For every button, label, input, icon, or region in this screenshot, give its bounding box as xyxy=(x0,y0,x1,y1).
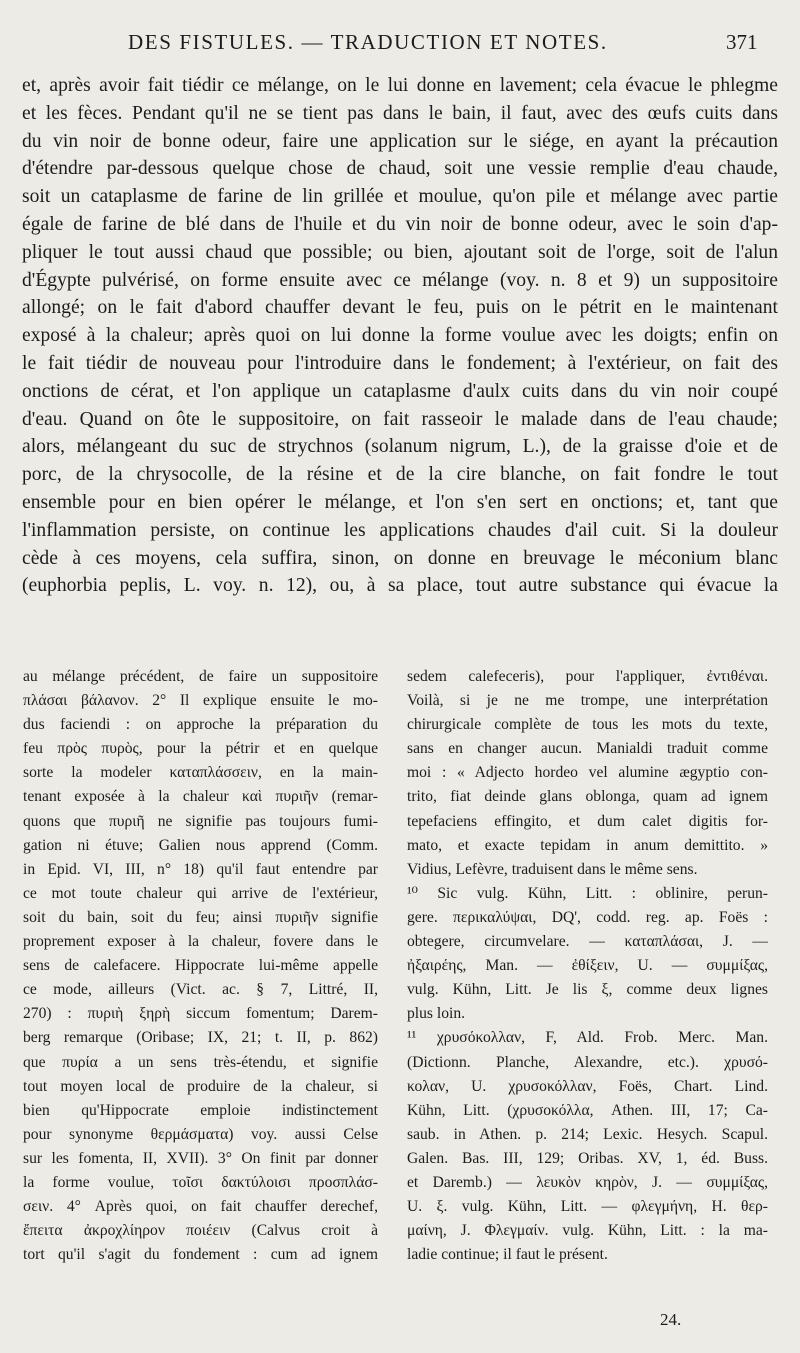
note-line: U. ξ. vulg. Kühn, Litt. — φλεγμήνη, H. θερ- xyxy=(407,1198,768,1216)
main-text-line: cède à ces moyens, cela suffira, sinon, on donne en breuvage le méconium blanc xyxy=(22,547,778,569)
note-line: 270) : πυριὴ ξηρὴ siccum fomentum; Darem- xyxy=(23,1005,378,1023)
main-text-line: d'étendre par-dessous quelque chose de chaud, soit une vessie remplie d'eau chaude, xyxy=(22,158,778,180)
note-line: tenant exposée à la chaleur καὶ πυριῆν (remar- xyxy=(23,788,378,806)
note-line: κολαν, U. χρυσοκόλλαν, Foës, Chart. Lind. xyxy=(407,1077,768,1095)
main-text-block xyxy=(22,72,778,600)
main-text-line: le fait tiédir de nouveau pour l'introduire dans le fondement; à l'extérieur, on fait des xyxy=(22,352,778,374)
note-line: tepefaciens effingito, et dum calet digitis for- xyxy=(407,812,768,830)
note-line: mato, et exacte tepidam in anum demittito. » xyxy=(407,836,768,854)
note-line: que πυρία a un sens très-étendu, et signifie xyxy=(23,1053,378,1071)
note-line: saub. in Athen. p. 214; Lexic. Hesych. Scapul. xyxy=(407,1125,768,1143)
note-line: quons que πυριῆ ne signifie pas toujours fumi- xyxy=(23,812,378,830)
note-line: πλάσαι βάλανον. 2° Il explique ensuite le mo- xyxy=(23,692,378,710)
note-line: obtegere, circumvelare. — καταπλάσαι, J. — xyxy=(407,933,768,951)
note-line: μαίνη, J. Φλεγμαίν. vulg. Kühn, Litt. : la ma- xyxy=(407,1222,768,1240)
note-line: sedem calefeceris), pour l'appliquer, ἐντιθέναι. xyxy=(407,668,768,685)
note-line: feu πρὸς πυρὸς, pour la pétrir et en quelque xyxy=(23,740,378,758)
signature-mark: 24. xyxy=(660,1310,682,1329)
main-text-line: et les fèces. Pendant qu'il ne se tient pas dans le bain, il faut, avec des œufs cuits dans xyxy=(22,102,778,124)
notes-left-column xyxy=(23,665,378,1267)
note-line: Voilà, si je ne me trompe, une interprétation xyxy=(407,692,768,710)
note-line: tort qu'il s'agit du fondement : cum ad ignem xyxy=(23,1246,378,1264)
note-line: vulg. Kühn, Litt. Je lis ξ, comme deux lignes xyxy=(407,981,768,999)
notes-right-column xyxy=(407,665,768,1267)
note-line: proprement exposer à la chaleur, fovere dans le xyxy=(23,933,378,951)
note-line: et Daremb.) — λευκὸν κηρὸν, J. — συμμίξας, xyxy=(407,1173,768,1191)
note-line: sens de calefacere. Hippocrate lui-même appelle xyxy=(23,957,378,975)
page-number: 371 xyxy=(726,30,758,54)
note-line: tout moyen local de produire de la chaleur, si xyxy=(23,1077,378,1095)
main-text-line: allongé; on le fait d'abord chauffer devant le feu, puis on le pétrit en le maintenant xyxy=(22,297,778,319)
note-line: ce mode, ailleurs (Vict. ac. § 7, Littré, II, xyxy=(23,981,378,999)
note-line: dus faciendi : on approche la préparation du xyxy=(23,716,378,734)
note-line: la forme voulue, τοῖσι δακτύλοισι προσπλάσ- xyxy=(23,1173,378,1191)
running-title: DES FISTULES. — TRADUCTION ET NOTES. xyxy=(128,30,608,54)
main-text-line: alors, mélangeant du suc de strychnos (solanum nigrum, L.), de la graisse d'oie et de xyxy=(22,436,778,458)
note-line: ladie continue; il faut le présent. xyxy=(407,1246,608,1264)
main-text-line: d'Égypte pulvérisé, on forme ensuite avec ce mélange (voy. n. 8 et 9) un suppositoire xyxy=(22,269,778,291)
note-line: sorte la modeler καταπλάσσειν, en la main- xyxy=(23,764,378,782)
note-line: trito, fiat deinde glans oblonga, quam ad ignem xyxy=(407,788,768,806)
note-line: ¹⁰ Sic vulg. Kühn, Litt. : oblinire, perun- xyxy=(407,884,768,902)
main-text-line: exposé à la chaleur; après quoi on lui donne la forme voulue avec les doigts; enfin on xyxy=(22,325,778,347)
note-line: (Dictionn. Planche, Alexandre, etc.). χρυσό- xyxy=(407,1053,768,1071)
note-line: Galen. Bas. III, 129; Oribas. XV, 1, éd. Buss. xyxy=(407,1149,768,1167)
note-line: berg remarque (Oribase; IX, 21; t. II, p. 862) xyxy=(23,1029,378,1047)
note-line: in Epid. VI, III, n° 18) qu'il faut entendre par xyxy=(23,860,378,878)
main-text-line: d'eau. Quand on ôte le suppositoire, on fait rasseoir le malade dans de l'eau chaude; xyxy=(22,408,778,430)
main-text-line: porc, de la chrysocolle, de la résine et de la cire blanche, on fait fondre le tout xyxy=(22,464,778,486)
note-line: moi : « Adjecto hordeo vel alumine ægyptio con- xyxy=(407,764,768,782)
main-text-line: soit un cataplasme de farine de lin grillée et moulue, qu'on pile et mélange avec partie xyxy=(22,186,778,208)
main-text-line: et, après avoir fait tiédir ce mélange, on le lui donne en lavement; cela évacue le phlegme xyxy=(22,75,778,96)
main-text-line: du vin noir de bonne odeur, faire une application sur le siége, en ayant la précaution xyxy=(22,130,778,152)
note-line: ¹¹ χρυσόκολλαν, F, Ald. Frob. Merc. Man. xyxy=(407,1029,768,1047)
note-line: soit du bain, soit du feu; ainsi πυριῆν signifie xyxy=(23,908,378,926)
note-line: plus loin. xyxy=(407,1005,466,1023)
note-line: ἠξαιρέης, Man. — ἐθίξειν, U. — συμμίξας, xyxy=(407,957,768,975)
note-line: bien qu'Hippocrate emploie indistinctement xyxy=(23,1101,378,1119)
main-text-line: l'inflammation persiste, on continue les applications chaudes d'ail cuit. Si la douleur xyxy=(22,519,778,541)
note-line: au mélange précédent, de faire un suppositoire xyxy=(23,668,378,685)
note-line: ἔπειτα ἀκροχλίηρον ποιέειν (Calvus croit à xyxy=(23,1222,378,1240)
main-text-line: ensemble pour en bien opérer le mélange, et l'on s'en sert en onctions; et, tant que xyxy=(22,491,778,513)
note-line: σειν. 4° Après quoi, on fait chauffer derechef, xyxy=(23,1198,378,1216)
main-text-line: égale de farine de blé dans de l'huile et du vin noir de bonne odeur, avec le soin d'ap- xyxy=(22,213,778,235)
note-line: Kühn, Litt. (χρυσοκόλλα, Athen. III, 17; Ca- xyxy=(407,1101,768,1119)
main-text-line: (euphorbia peplis, L. voy. n. 12), ou, à sa place, tout autre substance qui évacue la xyxy=(22,575,778,597)
note-line: chirurgicale complète de tous les mots du texte, xyxy=(407,716,768,734)
main-text-line: onctions de cérat, et l'on applique un cataplasme d'aulx cuits dans du vin noir coupé xyxy=(22,380,778,402)
note-line: sans en changer aucun. Manialdi traduit comme xyxy=(407,740,768,758)
page-header xyxy=(0,30,800,64)
note-line: sur les fomenta, II, XVII). 3° On finit par donner xyxy=(23,1149,378,1167)
note-line: gere. περικαλύψαι, DQ', codd. reg. ap. Foës : xyxy=(407,908,768,926)
note-line: Vidius, Lefèvre, traduisent dans le même sens. xyxy=(407,860,698,878)
note-line: ce mot toute chaleur qui arrive de l'extérieur, xyxy=(23,884,378,902)
note-line: pour synonyme θερμάσματα) voy. aussi Celse xyxy=(23,1125,378,1143)
note-line: gation ni étuve; Galien nous apprend (Comm. xyxy=(23,836,378,854)
main-text-line: pliquer le tout aussi chaud que possible; ou bien, ajoutant soit de l'orge, soit de l'alun xyxy=(22,241,778,263)
